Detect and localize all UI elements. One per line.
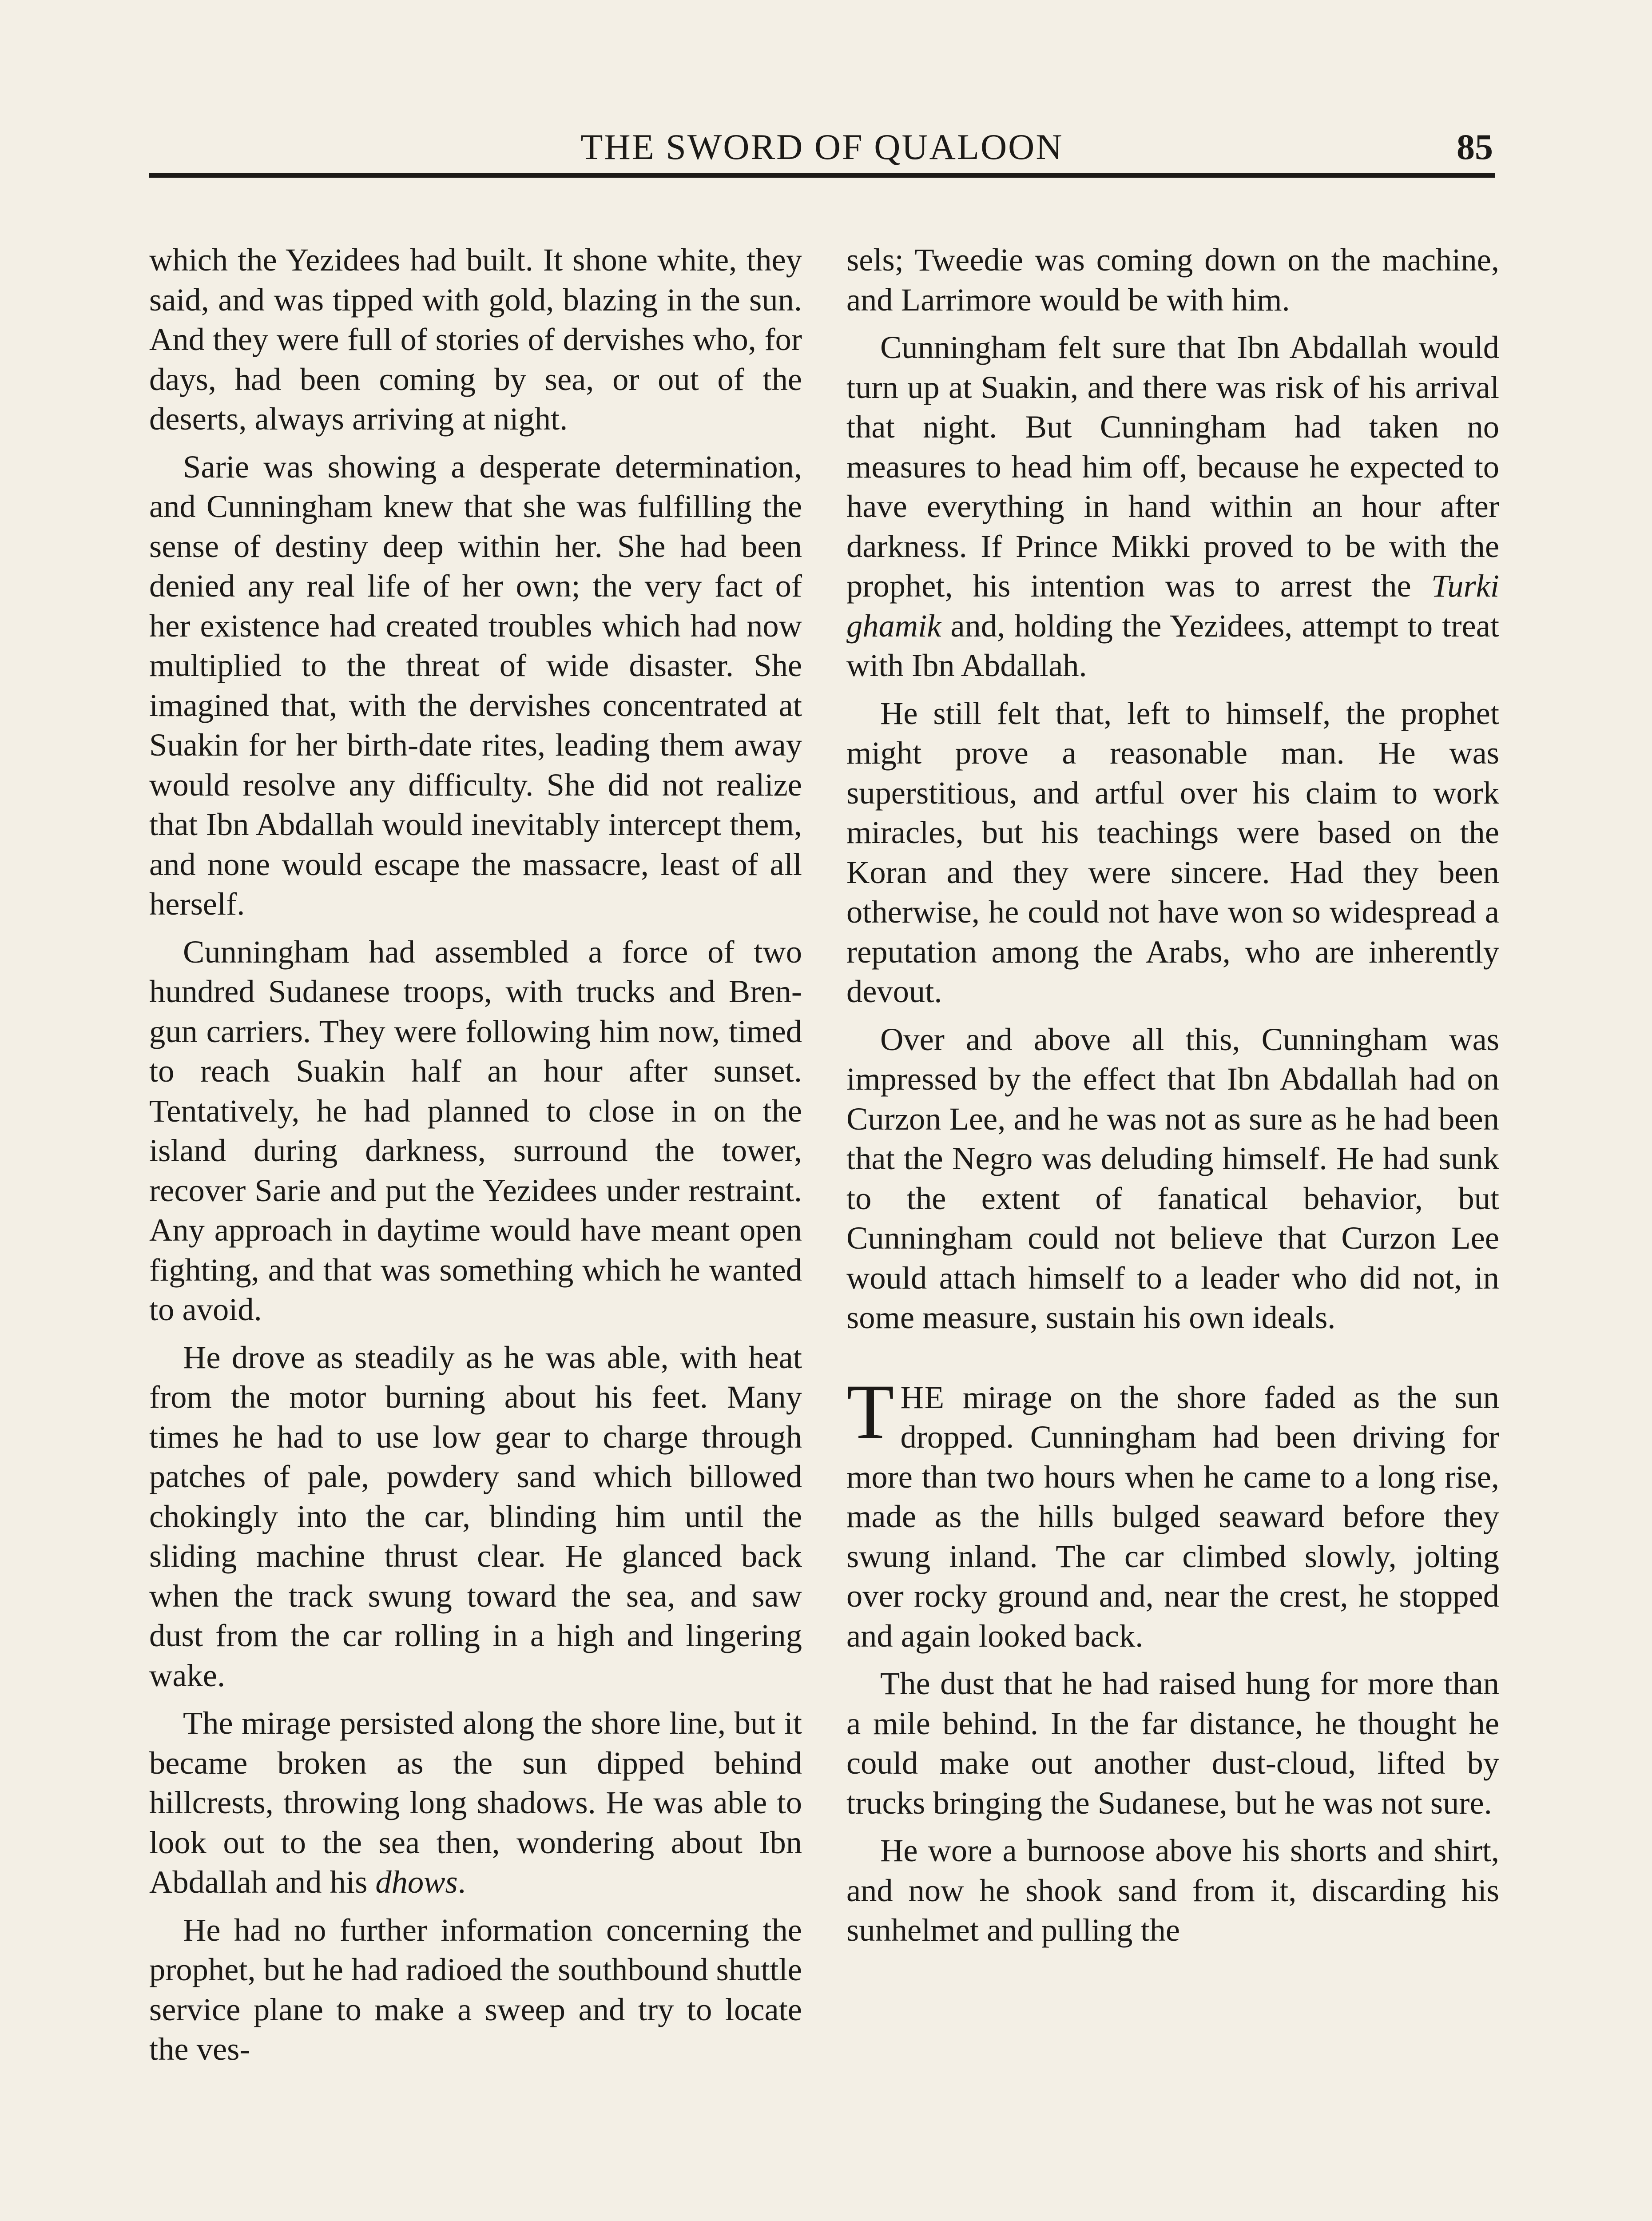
- paragraph: He still felt that, left to himself, the prophet might prove a reasonable man. He was superstitious, and artful over his claim to work miracles, but his teachings were based on the Koran and they were sincere. Had they been otherwise, he could not have won so widespread a reputation among the Arabs, who are inherently devout.: [846, 695, 1499, 1009]
- section-opening-paragraph: [846, 1368, 1499, 1656]
- paragraph: Sarie was showing a desperate determination, and Cunningham knew that she was fulfilling the sense of destiny deep within her. She had been denied any real life of her own; the very fact of her existence had created troubles which had now multiplied to the threat of wide disaster. She imagined that, with the dervishes concentrated at Suakin for her birth-date rites, leading them away would resolve any difficulty. She did not realize that Ibn Abdallah would inevitably intercept them, and none would escape the massacre, least of all herself.: [149, 448, 802, 922]
- paragraph: [149, 1703, 802, 1902]
- running-title: THE SWORD OF QUALOON: [580, 127, 1064, 167]
- right-column: [846, 240, 1499, 1958]
- paragraph-text: .: [457, 1864, 466, 1900]
- paragraph: He wore a burnoose above his shorts and shirt, and now he shook sand from it, discarding his sunhelmet and pulling the: [846, 1832, 1499, 1948]
- italic-term: dhows: [375, 1864, 458, 1900]
- paragraph: Cunningham had assembled a force of two hundred Sudanese troops, with trucks and Bren-gun carriers. They were following him now, timed to reach Suakin half an hour after sunset. Tentatively, he had planned to close in on the island during darkness, surround the tower, recover Sarie and put the Yezidees under restraint. Any approach in daytime would have meant open fighting, and that was something which he wanted to avoid.: [149, 933, 802, 1327]
- left-column: [149, 240, 802, 2077]
- paragraph-text: The mirage persisted along the shore line, but it became broken as the sun dipped behind hillcrests, throwing long shadows. He was able to look out to the sea then, wondering about Ibn Abdallah and his: [149, 1705, 802, 1900]
- paragraph: sels; Tweedie was coming down on the machine, and Larrimore would be with him.: [846, 242, 1499, 318]
- paragraph: He had no further information concerning the prophet, but he had radioed the southbound shuttle service plane to make a sweep and try to locate the ves-: [149, 1911, 802, 2067]
- drop-cap: T: [846, 1368, 894, 1455]
- italic-term: Turki ghamik: [846, 568, 1499, 644]
- page-number: 85: [1457, 127, 1493, 167]
- paragraph: which the Yezidees had built. It shone white, they said, and was tipped with gold, blazing in the sun. And they were full of stories of dervishes who, for days, had been coming by sea, or out of the deserts, always arriving at night.: [149, 242, 802, 437]
- paragraph-text: Cunningham felt sure that Ibn Abdallah would turn up at Suakin, and there was risk of his arrival that night. But Cunningham had taken no measures to head him off, because he expected to have everything in hand within an hour after darkness. If Prince Mikki proved to be with the prophet, his intention was to arrest the: [846, 329, 1499, 604]
- paragraph-text: mirage on the shore faded as the sun dropped. Cunningham had been driving for more than two hours when he came to a long rise, made as the hills bulged seaward before they swung inland. The car climbed slowly, jolting over rocky ground and, near the crest, he stopped and again looked back.: [846, 1379, 1499, 1654]
- paragraph: Over and above all this, Cunningham was impressed by the effect that Ibn Abdallah had on Curzon Lee, and he was not as sure as he had been that the Negro was deluding himself. He had sunk to the extent of fanatical behavior, but Cunningham could not believe that Curzon Lee would attach himself to a leader who did not, in some measure, sustain his own ideals.: [846, 1021, 1499, 1335]
- paragraph: He drove as steadily as he was able, with heat from the motor burning about his feet. Many times he had to use low gear to charge through patches of pale, powdery sand which billowed chokingly into the car, blinding him until the sliding machine thrust clear. He glanced back when the track swung toward the sea, and saw dust from the car rolling in a high and lingering wake.: [149, 1339, 802, 1693]
- running-header: [149, 120, 1495, 178]
- paragraph-text: and, holding the Yezidees, attempt to treat with Ibn Abdallah.: [846, 607, 1499, 683]
- small-caps-lead: HE: [900, 1379, 945, 1415]
- header-rule: [149, 173, 1495, 178]
- paragraph: The dust that he had raised hung for more than a mile behind. In the far distance, he thought he could make out another dust-cloud, lifted by trucks bringing the Sudanese, but he was not sure.: [846, 1665, 1499, 1821]
- paragraph: [846, 327, 1499, 685]
